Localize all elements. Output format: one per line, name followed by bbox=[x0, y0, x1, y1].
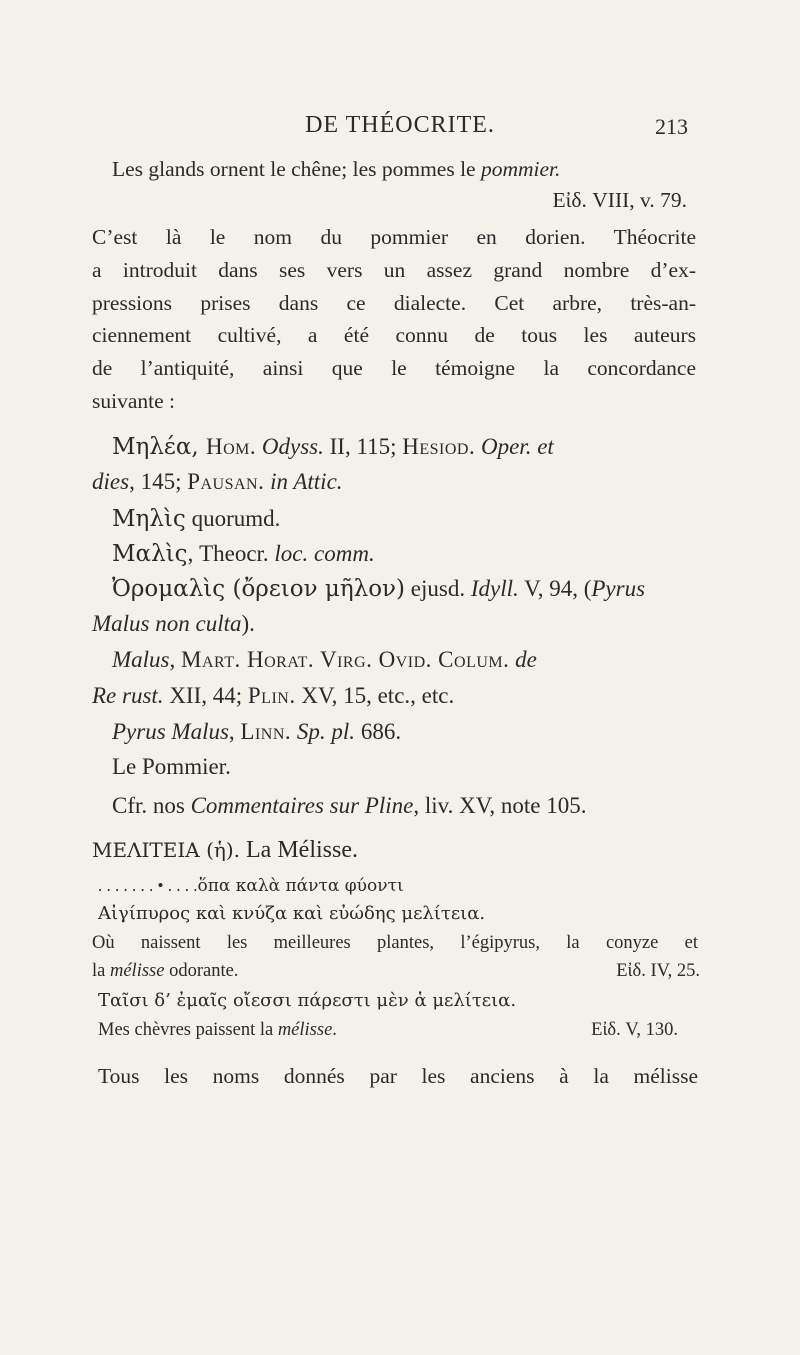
ref-line-10: Le Pommier. bbox=[112, 754, 231, 779]
ellipsis: . . . . . . . • . . . . bbox=[98, 876, 198, 895]
ref-line-4 bbox=[112, 540, 375, 569]
text: , liv. XV, note 105. bbox=[413, 793, 587, 818]
greek-text: ὅπα καλὰ πάντα φύοντι bbox=[197, 876, 404, 896]
italic-term: pommier. bbox=[480, 157, 561, 181]
verse2-reference: Εἰδ. V, 130. bbox=[591, 1020, 678, 1040]
text: XV, 15, etc., etc. bbox=[295, 683, 455, 708]
italic-term: mélisse bbox=[109, 961, 165, 981]
verse2-french-line1 bbox=[98, 1019, 337, 1041]
greek-term: Μηλὶς bbox=[112, 506, 186, 532]
ref-line-5 bbox=[112, 575, 645, 604]
para2-line2: a introduit dans ses vers un assez grand nombre d’ex- bbox=[92, 258, 696, 282]
para1-line1 bbox=[112, 157, 560, 183]
text: la bbox=[92, 961, 110, 981]
author: Plin. bbox=[247, 683, 296, 708]
verse1-french-line2 bbox=[92, 960, 238, 982]
text: Les glands ornent le chêne; les pommes le bbox=[112, 157, 481, 181]
text: V, 94, ( bbox=[518, 576, 592, 601]
verse1-french-line1: Où naissent les meilleures plantes, l’égipyrus, la conyze et bbox=[92, 933, 698, 953]
work: Sp. pl. bbox=[291, 719, 356, 744]
author: Hesiod. bbox=[402, 434, 476, 459]
ref-line-3 bbox=[112, 505, 280, 534]
work: de bbox=[509, 647, 537, 672]
ref-line-1 bbox=[112, 433, 554, 462]
para2-line3: pressions prises dans ce dialecte. Cet arbre, très-an- bbox=[92, 291, 696, 315]
para2-line1: C’est là le nom du pommier en dorien. Théocrite bbox=[92, 225, 696, 249]
species: Malus bbox=[112, 647, 170, 672]
page-number: 213 bbox=[655, 114, 688, 139]
greek-term: Μηλέα, bbox=[112, 434, 206, 460]
text: Mes chèvres paissent la bbox=[98, 1020, 278, 1040]
verse2-greek-line1: Ταῖσι δ’ ἐμαῖς οἴεσσι πάρεστι μὲν ἁ μελίτεια. bbox=[98, 990, 517, 1011]
french-heading: La Mélisse. bbox=[240, 837, 358, 863]
work: Commentaires sur Pline bbox=[190, 793, 414, 818]
ref-line-6 bbox=[92, 610, 255, 638]
italic-term: mélisse bbox=[277, 1020, 333, 1040]
ref-line-11 bbox=[112, 792, 586, 820]
section-heading bbox=[92, 836, 358, 865]
author: Pausan. bbox=[187, 469, 265, 494]
para2-line6: suivante : bbox=[92, 389, 175, 413]
greek-term: Μαλὶς bbox=[112, 541, 188, 567]
text: ). bbox=[241, 611, 255, 636]
ref-line-2 bbox=[92, 468, 343, 496]
text: . bbox=[332, 1020, 337, 1040]
ref-line-7 bbox=[112, 646, 537, 674]
verse1-greek-line1 bbox=[98, 876, 404, 896]
work: Odyss. bbox=[256, 434, 324, 459]
work: Idyll. bbox=[470, 576, 519, 601]
running-title: DE THÉOCRITE. bbox=[305, 112, 495, 138]
text: , bbox=[228, 719, 241, 744]
text: Cfr. nos bbox=[112, 793, 191, 818]
text: ejusd. bbox=[405, 576, 471, 601]
text: odorante. bbox=[164, 961, 239, 981]
work: Re rust. bbox=[92, 683, 164, 708]
work: loc. comm. bbox=[274, 541, 375, 566]
work: dies bbox=[92, 469, 130, 494]
authors: Mart. Horat. Virg. Ovid. Colum. bbox=[181, 647, 510, 672]
author: Hom. bbox=[205, 434, 257, 459]
text: , Theocr. bbox=[187, 541, 275, 566]
ref-line-9 bbox=[112, 718, 401, 746]
para2-line5: de l’antiquité, ainsi que le témoigne la concordance bbox=[92, 356, 696, 380]
text: quorumd. bbox=[185, 506, 281, 531]
text: , 145; bbox=[129, 469, 188, 494]
para2-line4: ciennement cultivé, a été connu de tous les auteurs bbox=[92, 323, 696, 347]
verse1-greek-line2: Αἰγίπυρος καὶ κνύζα καὶ εὐώδης μελίτεια. bbox=[98, 903, 486, 924]
species: Malus non culta bbox=[92, 611, 242, 636]
running-header bbox=[0, 112, 800, 146]
para1-reference: Εἰδ. VIII, v. 79. bbox=[552, 188, 687, 212]
work: Oper. et bbox=[475, 434, 554, 459]
text: II, 115; bbox=[323, 434, 403, 459]
greek-heading: ΜΕΛΙΤΕΙΑ (ἡ). bbox=[92, 838, 241, 862]
text: , bbox=[169, 647, 181, 672]
ref-line-8 bbox=[92, 682, 454, 710]
species: Pyrus Malus bbox=[112, 719, 229, 744]
text: XII, 44; bbox=[163, 683, 248, 708]
greek-term: Ὀρομαλὶς (ὄρειον μῆλον) bbox=[112, 576, 406, 602]
verse1-reference: Εἰδ. IV, 25. bbox=[616, 961, 700, 981]
author: Linn. bbox=[240, 719, 292, 744]
species: Pyrus bbox=[591, 576, 646, 601]
text: 686. bbox=[355, 719, 402, 744]
closing-line: Tous les noms donnés par les anciens à la mélisse bbox=[98, 1064, 698, 1088]
work: in Attic. bbox=[264, 469, 343, 494]
